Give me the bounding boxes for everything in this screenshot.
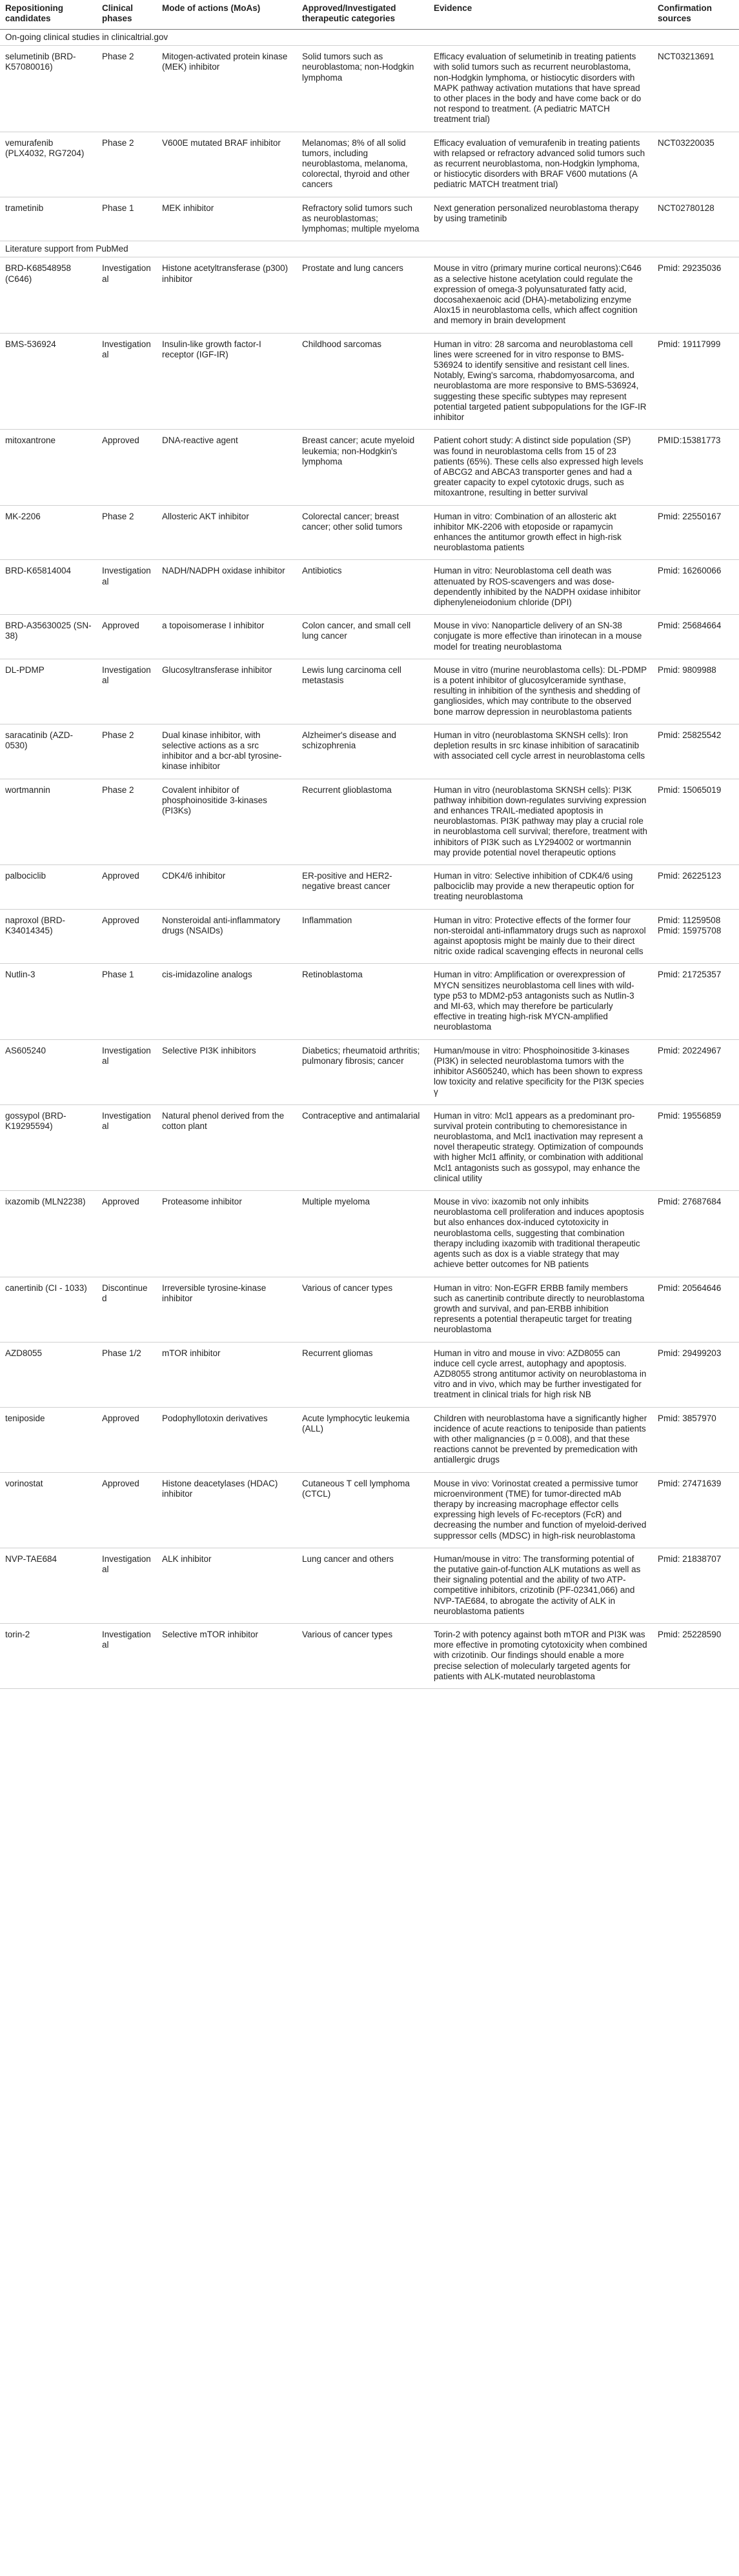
cell-clinical-phase: Investigational bbox=[97, 333, 157, 430]
table-row bbox=[0, 1104, 739, 1190]
cell-mode-of-action: Nonsteroidal anti-inflammatory drugs (NSAIDs) bbox=[157, 909, 297, 964]
cell-evidence: Human/mouse in vitro: The transforming potential of the putative gain-of-function ALK mutations as well as their signaling potential and the ability of two ATP-competitive inhibitors, crizotinib (PF-02341,066) and NVP-TAE684, to abrogate the activity of ALK in neuroblastoma patients bbox=[429, 1548, 653, 1623]
cell-clinical-phase: Phase 2 bbox=[97, 779, 157, 864]
cell-candidate: MK-2206 bbox=[0, 505, 97, 560]
cell-evidence: Patient cohort study: A distinct side population (SP) was found in neuroblastoma cells from 15 of 23 patients (65%). These cells also expressed high levels of ABCG2 and ABCA3 transporter genes and had a greater capacity to expel cytotoxic drugs, such as mitoxantrone, resulting in better survival bbox=[429, 430, 653, 505]
cell-candidate: saracatinib (AZD-0530) bbox=[0, 724, 97, 779]
cell-clinical-phase: Phase 2 bbox=[97, 505, 157, 560]
cell-candidate: mitoxantrone bbox=[0, 430, 97, 505]
table-row bbox=[0, 560, 739, 615]
cell-mode-of-action: Insulin-like growth factor-I receptor (IGF-IR) bbox=[157, 333, 297, 430]
cell-clinical-phase: Investigational bbox=[97, 257, 157, 333]
cell-candidate: Nutlin-3 bbox=[0, 964, 97, 1039]
cell-candidate: vemurafenib (PLX4032, RG7204) bbox=[0, 132, 97, 197]
cell-confirmation-source: Pmid: 25228590 bbox=[653, 1623, 739, 1688]
cell-mode-of-action: a topoisomerase I inhibitor bbox=[157, 615, 297, 659]
cell-evidence: Efficacy evaluation of vemurafenib in treating patients with relapsed or refractory advanced solid tumors such as recurrent neuroblastoma, non-Hodgkin lymphoma, or histiocytic disorders with BRAF V600 mutations (A pediatric MATCH treatment trial) bbox=[429, 132, 653, 197]
header-clinical-phases: Clinical phases bbox=[97, 0, 157, 30]
cell-mode-of-action: Histone acetyltransferase (p300) inhibitor bbox=[157, 257, 297, 333]
cell-mode-of-action: Natural phenol derived from the cotton plant bbox=[157, 1104, 297, 1190]
table-row bbox=[0, 1039, 739, 1104]
cell-therapeutic-category: Diabetics; rheumatoid arthritis; pulmonary fibrosis; cancer bbox=[297, 1039, 429, 1104]
cell-clinical-phase: Phase 1 bbox=[97, 964, 157, 1039]
cell-confirmation-source: Pmid: 19556859 bbox=[653, 1104, 739, 1190]
cell-therapeutic-category: Colorectal cancer; breast cancer; other solid tumors bbox=[297, 505, 429, 560]
cell-mode-of-action: Selective PI3K inhibitors bbox=[157, 1039, 297, 1104]
cell-candidate: selumetinib (BRD-K57080016) bbox=[0, 46, 97, 132]
cell-mode-of-action: MEK inhibitor bbox=[157, 197, 297, 241]
cell-confirmation-source: PMID:15381773 bbox=[653, 430, 739, 505]
cell-mode-of-action: mTOR inhibitor bbox=[157, 1342, 297, 1407]
cell-confirmation-source: Pmid: 26225123 bbox=[653, 865, 739, 910]
cell-clinical-phase: Phase 2 bbox=[97, 46, 157, 132]
cell-therapeutic-category: Retinoblastoma bbox=[297, 964, 429, 1039]
cell-evidence: Next generation personalized neuroblastoma therapy by using trametinib bbox=[429, 197, 653, 241]
cell-candidate: DL-PDMP bbox=[0, 659, 97, 724]
cell-candidate: ixazomib (MLN2238) bbox=[0, 1191, 97, 1277]
cell-therapeutic-category: Colon cancer, and small cell lung cancer bbox=[297, 615, 429, 659]
cell-therapeutic-category: Breast cancer; acute myeloid leukemia; non-Hodgkin's lymphoma bbox=[297, 430, 429, 505]
cell-therapeutic-category: Prostate and lung cancers bbox=[297, 257, 429, 333]
cell-candidate: AS605240 bbox=[0, 1039, 97, 1104]
cell-mode-of-action: Podophyllotoxin derivatives bbox=[157, 1407, 297, 1472]
cell-confirmation-source: Pmid: 20224967 bbox=[653, 1039, 739, 1104]
cell-confirmation-source: Pmid: 16260066 bbox=[653, 560, 739, 615]
cell-therapeutic-category: Acute lymphocytic leukemia (ALL) bbox=[297, 1407, 429, 1472]
table-row bbox=[0, 1548, 739, 1623]
cell-candidate: wortmannin bbox=[0, 779, 97, 864]
cell-evidence: Human in vitro: Neuroblastoma cell death was attenuated by ROS-scavengers and was dose-dependently inhibited by the NADPH oxidase inhibitor diphenyleneiodonium chloride (DPI) bbox=[429, 560, 653, 615]
cell-confirmation-source: NCT03213691 bbox=[653, 46, 739, 132]
cell-therapeutic-category: Cutaneous T cell lymphoma (CTCL) bbox=[297, 1472, 429, 1548]
cell-confirmation-source: Pmid: 21725357 bbox=[653, 964, 739, 1039]
section-title: Literature support from PubMed bbox=[0, 241, 739, 257]
table-row bbox=[0, 1342, 739, 1407]
cell-confirmation-source: Pmid: 25825542 bbox=[653, 724, 739, 779]
table-header bbox=[0, 0, 739, 30]
cell-confirmation-source: Pmid: 25684664 bbox=[653, 615, 739, 659]
table-row bbox=[0, 779, 739, 864]
cell-clinical-phase: Approved bbox=[97, 1472, 157, 1548]
cell-candidate: NVP-TAE684 bbox=[0, 1548, 97, 1623]
table-row bbox=[0, 724, 739, 779]
cell-evidence: Human in vitro: Combination of an allosteric akt inhibitor MK-2206 with etoposide or rapamycin enhances the antitumor growth effect in high-risk neuroblastoma patients bbox=[429, 505, 653, 560]
cell-mode-of-action: Proteasome inhibitor bbox=[157, 1191, 297, 1277]
header-therapeutic-categories: Approved/Investigated therapeutic categories bbox=[297, 0, 429, 30]
cell-confirmation-source: Pmid: 3857970 bbox=[653, 1407, 739, 1472]
cell-confirmation-source: Pmid: 27471639 bbox=[653, 1472, 739, 1548]
table-row bbox=[0, 132, 739, 197]
cell-therapeutic-category: Lewis lung carcinoma cell metastasis bbox=[297, 659, 429, 724]
header-confirmation-sources: Confirmation sources bbox=[653, 0, 739, 30]
cell-candidate: gossypol (BRD-K19295594) bbox=[0, 1104, 97, 1190]
cell-clinical-phase: Approved bbox=[97, 430, 157, 505]
cell-mode-of-action: NADH/NADPH oxidase inhibitor bbox=[157, 560, 297, 615]
table-body bbox=[0, 30, 739, 1689]
cell-confirmation-source: Pmid: 15065019 bbox=[653, 779, 739, 864]
header-row bbox=[0, 0, 739, 30]
cell-candidate: canertinib (CI - 1033) bbox=[0, 1277, 97, 1342]
cell-confirmation-source: Pmid: 27687684 bbox=[653, 1191, 739, 1277]
cell-clinical-phase: Approved bbox=[97, 909, 157, 964]
header-evidence: Evidence bbox=[429, 0, 653, 30]
cell-candidate: BRD-A35630025 (SN-38) bbox=[0, 615, 97, 659]
cell-candidate: naproxol (BRD-K34014345) bbox=[0, 909, 97, 964]
cell-evidence: Efficacy evaluation of selumetinib in treating patients with solid tumors such as recurrent neuroblastoma, non-Hodgkin lymphoma, or histiocytic disorders with MAPK pathway activation mutations that have spread to other places in the body and have come back or do not respond to treatment. (A pediatric MATCH treatment trial) bbox=[429, 46, 653, 132]
cell-clinical-phase: Investigational bbox=[97, 1104, 157, 1190]
cell-mode-of-action: Allosteric AKT inhibitor bbox=[157, 505, 297, 560]
cell-clinical-phase: Approved bbox=[97, 615, 157, 659]
cell-evidence: Human in vitro: Non-EGFR ERBB family members such as canertinib contribute directly to neuroblastoma growth and survival, and pan-ERBB inhibition represents a potential therapeutic target for treating neuroblastoma bbox=[429, 1277, 653, 1342]
cell-evidence: Children with neuroblastoma have a significantly higher incidence of acute reactions to teniposide than patients with other malignancies (p = 0.008), and that these reactions cannot be prevented by premedication with antiallergic drugs bbox=[429, 1407, 653, 1472]
cell-candidate: BRD-K68548958 (C646) bbox=[0, 257, 97, 333]
cell-therapeutic-category: Melanomas; 8% of all solid tumors, including neuroblastoma, melanoma, colorectal, thyroid and other cancers bbox=[297, 132, 429, 197]
cell-mode-of-action: DNA-reactive agent bbox=[157, 430, 297, 505]
cell-mode-of-action: Histone deacetylases (HDAC) inhibitor bbox=[157, 1472, 297, 1548]
cell-mode-of-action: ALK inhibitor bbox=[157, 1548, 297, 1623]
cell-confirmation-source: Pmid: 29499203 bbox=[653, 1342, 739, 1407]
cell-confirmation-source: Pmid: 11259508 Pmid: 15975708 bbox=[653, 909, 739, 964]
cell-candidate: palbociclib bbox=[0, 865, 97, 910]
table-row bbox=[0, 333, 739, 430]
header-candidates: Repositioning candidates bbox=[0, 0, 97, 30]
cell-confirmation-source: Pmid: 20564646 bbox=[653, 1277, 739, 1342]
section-title: On-going clinical studies in clinicaltrial.gov bbox=[0, 30, 739, 46]
cell-therapeutic-category: Solid tumors such as neuroblastoma; non-Hodgkin lymphoma bbox=[297, 46, 429, 132]
table-row bbox=[0, 46, 739, 132]
cell-evidence: Torin-2 with potency against both mTOR and PI3K was more effective in promoting cytotoxicity when combined with crizotinib. Our findings should enable a more precise selection of molecularly targeted agents for patients with ALK-mutated neuroblastoma bbox=[429, 1623, 653, 1688]
cell-clinical-phase: Approved bbox=[97, 1407, 157, 1472]
cell-therapeutic-category: Recurrent gliomas bbox=[297, 1342, 429, 1407]
table-row bbox=[0, 430, 739, 505]
cell-confirmation-source: Pmid: 19117999 bbox=[653, 333, 739, 430]
cell-confirmation-source: Pmid: 29235036 bbox=[653, 257, 739, 333]
cell-clinical-phase: Phase 2 bbox=[97, 724, 157, 779]
table-row bbox=[0, 909, 739, 964]
cell-therapeutic-category: Lung cancer and others bbox=[297, 1548, 429, 1623]
cell-evidence: Mouse in vitro (murine neuroblastoma cells): DL-PDMP is a potent inhibitor of glucosylceramide synthase, resulting in inhibition of the synthesis and shedding of gangliosides, which may contribute to the observed bone marrow depression in neuroblastoma patients bbox=[429, 659, 653, 724]
cell-confirmation-source: NCT03220035 bbox=[653, 132, 739, 197]
section-header-row bbox=[0, 241, 739, 257]
table-row bbox=[0, 865, 739, 910]
cell-evidence: Human in vitro (neuroblastoma SKNSH cells): PI3K pathway inhibition down-regulates surviving expression and enhances TRAIL-mediated apoptosis in neuroblastomas. PI3K pathway may play a crucial role in neuroblastoma cell survival; therefore, treatment with inhibitors of PI3K such as LY294002 or wortmannin may provide potential novel therapeutic options bbox=[429, 779, 653, 864]
cell-therapeutic-category: Refractory solid tumors such as neuroblastomas; lymphomas; multiple myeloma bbox=[297, 197, 429, 241]
cell-clinical-phase: Investigational bbox=[97, 1548, 157, 1623]
cell-candidate: BRD-K65814004 bbox=[0, 560, 97, 615]
cell-clinical-phase: Investigational bbox=[97, 659, 157, 724]
cell-evidence: Mouse in vivo: Vorinostat created a permissive tumor microenvironment (TME) for tumor-directed mAb therapy by increasing macrophage effector cells expressing high levels of Fc-receptors (FcR) and decreasing the number and function of myeloid-derived suppressor cells (MDSC) in high-risk neuroblastoma bbox=[429, 1472, 653, 1548]
cell-candidate: vorinostat bbox=[0, 1472, 97, 1548]
cell-therapeutic-category: Contraceptive and antimalarial bbox=[297, 1104, 429, 1190]
cell-evidence: Mouse in vivo: Nanoparticle delivery of an SN-38 conjugate is more effective than irinotecan in a mouse model for treating neuroblastoma bbox=[429, 615, 653, 659]
cell-therapeutic-category: Alzheimer's disease and schizophrenia bbox=[297, 724, 429, 779]
cell-evidence: Human in vitro (neuroblastoma SKNSH cells): Iron depletion results in src kinase inhibition of saracatinib with associated cell cycle arrest in neuroblastoma cells bbox=[429, 724, 653, 779]
cell-therapeutic-category: Inflammation bbox=[297, 909, 429, 964]
cell-clinical-phase: Investigational bbox=[97, 560, 157, 615]
cell-mode-of-action: cis-imidazoline analogs bbox=[157, 964, 297, 1039]
table-row bbox=[0, 197, 739, 241]
cell-clinical-phase: Approved bbox=[97, 865, 157, 910]
cell-candidate: teniposide bbox=[0, 1407, 97, 1472]
cell-evidence: Human in vitro and mouse in vivo: AZD8055 can induce cell cycle arrest, autophagy and apoptosis. AZD8055 strong antitumor activity on neuroblastoma in vitro and in vivo, which may be further investigated for treatment in clinical trials for high risk NB bbox=[429, 1342, 653, 1407]
cell-mode-of-action: Glucosyltransferase inhibitor bbox=[157, 659, 297, 724]
cell-confirmation-source: Pmid: 22550167 bbox=[653, 505, 739, 560]
table-row bbox=[0, 1407, 739, 1472]
cell-therapeutic-category: Antibiotics bbox=[297, 560, 429, 615]
cell-candidate: trametinib bbox=[0, 197, 97, 241]
table-row bbox=[0, 505, 739, 560]
cell-confirmation-source: Pmid: 9809988 bbox=[653, 659, 739, 724]
cell-candidate: torin-2 bbox=[0, 1623, 97, 1688]
cell-clinical-phase: Approved bbox=[97, 1191, 157, 1277]
cell-candidate: AZD8055 bbox=[0, 1342, 97, 1407]
cell-therapeutic-category: Recurrent glioblastoma bbox=[297, 779, 429, 864]
cell-mode-of-action: Covalent inhibitor of phosphoinositide 3-kinases (PI3Ks) bbox=[157, 779, 297, 864]
cell-clinical-phase: Discontinued bbox=[97, 1277, 157, 1342]
table-row bbox=[0, 964, 739, 1039]
cell-evidence: Human in vitro: Amplification or overexpression of MYCN sensitizes neuroblastoma cell lines with wild-type p53 to MDM2-p53 antagonists such as Nutlin-3 and MI-63, which may therefore be particularly effective in treating high-risk MYCN-amplified neuroblastoma bbox=[429, 964, 653, 1039]
cell-mode-of-action: CDK4/6 inhibitor bbox=[157, 865, 297, 910]
cell-clinical-phase: Investigational bbox=[97, 1039, 157, 1104]
header-mode-of-actions: Mode of actions (MoAs) bbox=[157, 0, 297, 30]
cell-mode-of-action: Selective mTOR inhibitor bbox=[157, 1623, 297, 1688]
cell-clinical-phase: Investigational bbox=[97, 1623, 157, 1688]
cell-candidate: BMS-536924 bbox=[0, 333, 97, 430]
cell-clinical-phase: Phase 1 bbox=[97, 197, 157, 241]
table-row bbox=[0, 1191, 739, 1277]
cell-clinical-phase: Phase 1/2 bbox=[97, 1342, 157, 1407]
cell-clinical-phase: Phase 2 bbox=[97, 132, 157, 197]
table-row bbox=[0, 1472, 739, 1548]
table-row bbox=[0, 1623, 739, 1688]
cell-evidence: Mouse in vivo: ixazomib not only inhibits neuroblastoma cell proliferation and induces apoptosis but also enhances dox-induced cytotoxicity in neuroblastoma cells, suggesting that combination therapy including ixazomib with traditional therapeutic agents such as dox is a viable strategy that may achieve better outcomes for NB patients bbox=[429, 1191, 653, 1277]
cell-mode-of-action: Irreversible tyrosine-kinase inhibitor bbox=[157, 1277, 297, 1342]
cell-evidence: Human in vitro: Mcl1 appears as a predominant pro-survival protein contributing to chemoresistance in neuroblastoma, and Mcl1 inactivation may represent a novel therapeutic strategy. Optimization of compounds with higher Mcl1 affinity, or combination with additional Mcl1 antagonists such as gossypol, may enhance the clinical utility bbox=[429, 1104, 653, 1190]
cell-evidence: Mouse in vitro (primary murine cortical neurons):C646 as a selective histone acetylation could regulate the expression of omega-3 polyunsaturated fatty acid, docosahexaenoic acid (DHA)-metabolizing enzyme Alox15 in neuroblastoma cells, which affect cognition and memory in brain development bbox=[429, 257, 653, 333]
cell-therapeutic-category: Childhood sarcomas bbox=[297, 333, 429, 430]
cell-confirmation-source: NCT02780128 bbox=[653, 197, 739, 241]
table-row bbox=[0, 257, 739, 333]
table-row bbox=[0, 1277, 739, 1342]
section-header-row bbox=[0, 30, 739, 46]
cell-mode-of-action: V600E mutated BRAF inhibitor bbox=[157, 132, 297, 197]
cell-therapeutic-category: Various of cancer types bbox=[297, 1277, 429, 1342]
cell-confirmation-source: Pmid: 21838707 bbox=[653, 1548, 739, 1623]
cell-mode-of-action: Mitogen-activated protein kinase (MEK) inhibitor bbox=[157, 46, 297, 132]
cell-therapeutic-category: Multiple myeloma bbox=[297, 1191, 429, 1277]
table-row bbox=[0, 659, 739, 724]
cell-evidence: Human/mouse in vitro: Phosphoinositide 3-kinases (PI3K) in selected neuroblastoma tumors with the inhibitor AS605240, which has been shown to express low toxicity and relative specificity for the PI3K species γ bbox=[429, 1039, 653, 1104]
cell-mode-of-action: Dual kinase inhibitor, with selective actions as a src inhibitor and a bcr-abl tyrosine-kinase inhibitor bbox=[157, 724, 297, 779]
cell-evidence: Human in vitro: Protective effects of the former four non-steroidal anti-inflammatory drugs such as naproxol against apoptosis might be mainly due to their direct nitric oxide radical scavenging effects in neuronal cells bbox=[429, 909, 653, 964]
cell-therapeutic-category: Various of cancer types bbox=[297, 1623, 429, 1688]
cell-evidence: Human in vitro: Selective inhibition of CDK4/6 using palbociclib may provide a new therapeutic option for treating neuroblastoma bbox=[429, 865, 653, 910]
table-row bbox=[0, 615, 739, 659]
cell-therapeutic-category: ER-positive and HER2-negative breast cancer bbox=[297, 865, 429, 910]
cell-evidence: Human in vitro: 28 sarcoma and neuroblastoma cell lines were screened for in vitro response to BMS-536924 to identify sensitive and resistant cell lines. Notably, Ewing's sarcoma, rhabdomyosarcoma, and neuroblastoma are more responsive to BMS-536924, suggesting these specific subtypes may represent potential targeted patient subpopulations for the IGF-IR inhibitor bbox=[429, 333, 653, 430]
